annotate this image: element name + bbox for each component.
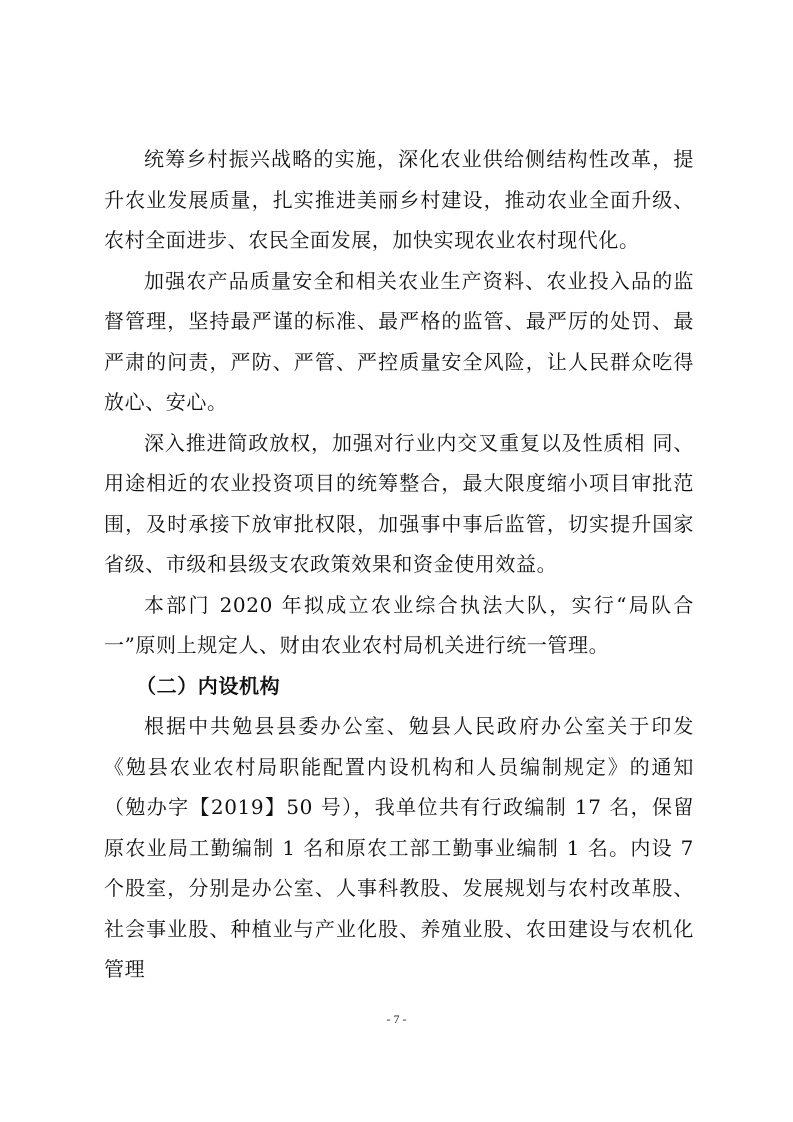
paragraph-simplify-administration: 深入推进简政放权，加强对行业内交叉重复以及性质相 同、用途相近的农业投资项目的统筹整合，最大限度缩小项目审批范围，及时承接下放审批权限，加强事中事后监管，切实提升国家省级、市级和县级支农政策效果和资金使用效益。 [104,430,694,576]
paragraph-internal-departments: 根据中共勉县县委办公室、勉县人民政府办公室关于印发《勉县农业农村局职能配置内设机构和人员编制规定》的通知（勉办字【2019】50 号），我单位共有行政编制 17 名，保留原农业局工勤编制 1 名和原农工部工勤事业编制 1 名。内设 7 个股室，分别是办公室、人事科教股、发展规划与农村改革股、社会事业股、种植业与产业化股、养殖业股、农田建设与农机化管理 [104,714,694,981]
paragraph-rural-revitalization: 统筹乡村振兴战略的实施，深化农业供给侧结构性改革，提升农业发展质量，扎实推进美丽乡村建设，推动农业全面升级、农村全面进步、农民全面发展，加快实现农业农村现代化。 [104,147,694,252]
document-body [104,139,694,990]
paragraph-quality-supervision: 加强农产品质量安全和相关农业生产资料、农业投入品的监督管理，坚持最严谨的标准、最严格的监管、最严厉的处罚、最严肃的问责，严防、严管、严控质量安全风险，让人民群众吃得放心、安心。 [104,268,694,414]
section-heading-internal-departments: （二）内设机构 [136,673,281,698]
paragraph-law-enforcement-team: 本部门 2020 年拟成立农业综合执法大队，实行“局队合一”原则上规定人、财由农业农村局机关进行统一管理。 [104,592,694,657]
page-number: - 7 - [386,1012,407,1026]
